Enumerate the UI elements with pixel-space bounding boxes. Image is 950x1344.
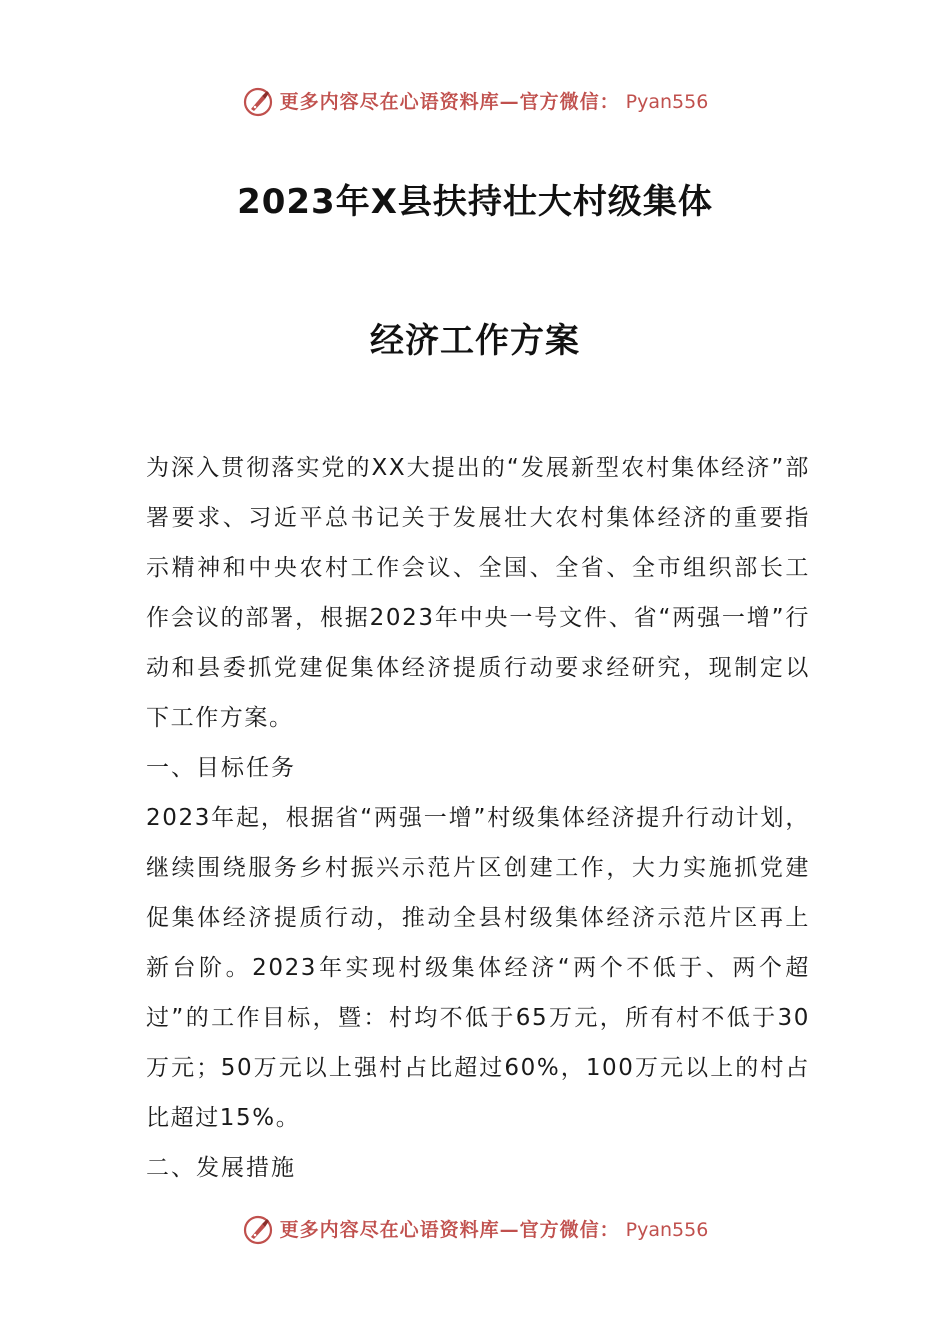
pen-nib-icon bbox=[242, 86, 274, 118]
section1-paragraph: 2023年起，根据省“两强一增”村级集体经济提升行动计划，继续围绕服务乡村振兴示范片区创建工作，大力实施抓党建促集体经济提质行动，推动全县村级集体经济示范片区再上新台阶。2023年实现村级集体经济“两个不低于、两个超过”的工作目标，暨：村均不低于65万元，所有村不低于30万元；50万元以上强村占比超过60%，100万元以上的村占比超过15%。 bbox=[146, 805, 810, 1131]
document-title-line1: 2023年X县扶持壮大村级集体 bbox=[237, 182, 713, 222]
document-body bbox=[146, 443, 810, 1193]
intro-paragraph: 为深入贯彻落实党的XX大提出的“发展新型农村集体经济”部署要求、习近平总书记关于发展壮大农村集体经济的重要指示精神和中央农村工作会议、全国、全省、全市组织部长工作会议的部署，根据2023年中央一号文件、省“两强一增”行动和县委抓党建促集体经济提质行动要求经研究，现制定以下工作方案。 bbox=[146, 455, 810, 731]
header-watermark bbox=[0, 86, 950, 118]
watermark-wechat-id: Pyan556 bbox=[625, 91, 709, 113]
watermark-text: 更多内容尽在心语资料库—官方微信： bbox=[279, 91, 620, 113]
section1-heading: 一、目标任务 bbox=[146, 755, 296, 781]
section2-heading: 二、发展措施 bbox=[146, 1155, 296, 1181]
footer-watermark bbox=[0, 1214, 950, 1246]
watermark-wechat-id: Pyan556 bbox=[625, 1219, 709, 1241]
pen-nib-icon bbox=[242, 1214, 274, 1246]
document-title-line2: 经济工作方案 bbox=[370, 321, 580, 361]
watermark-text: 更多内容尽在心语资料库—官方微信： bbox=[279, 1219, 620, 1241]
